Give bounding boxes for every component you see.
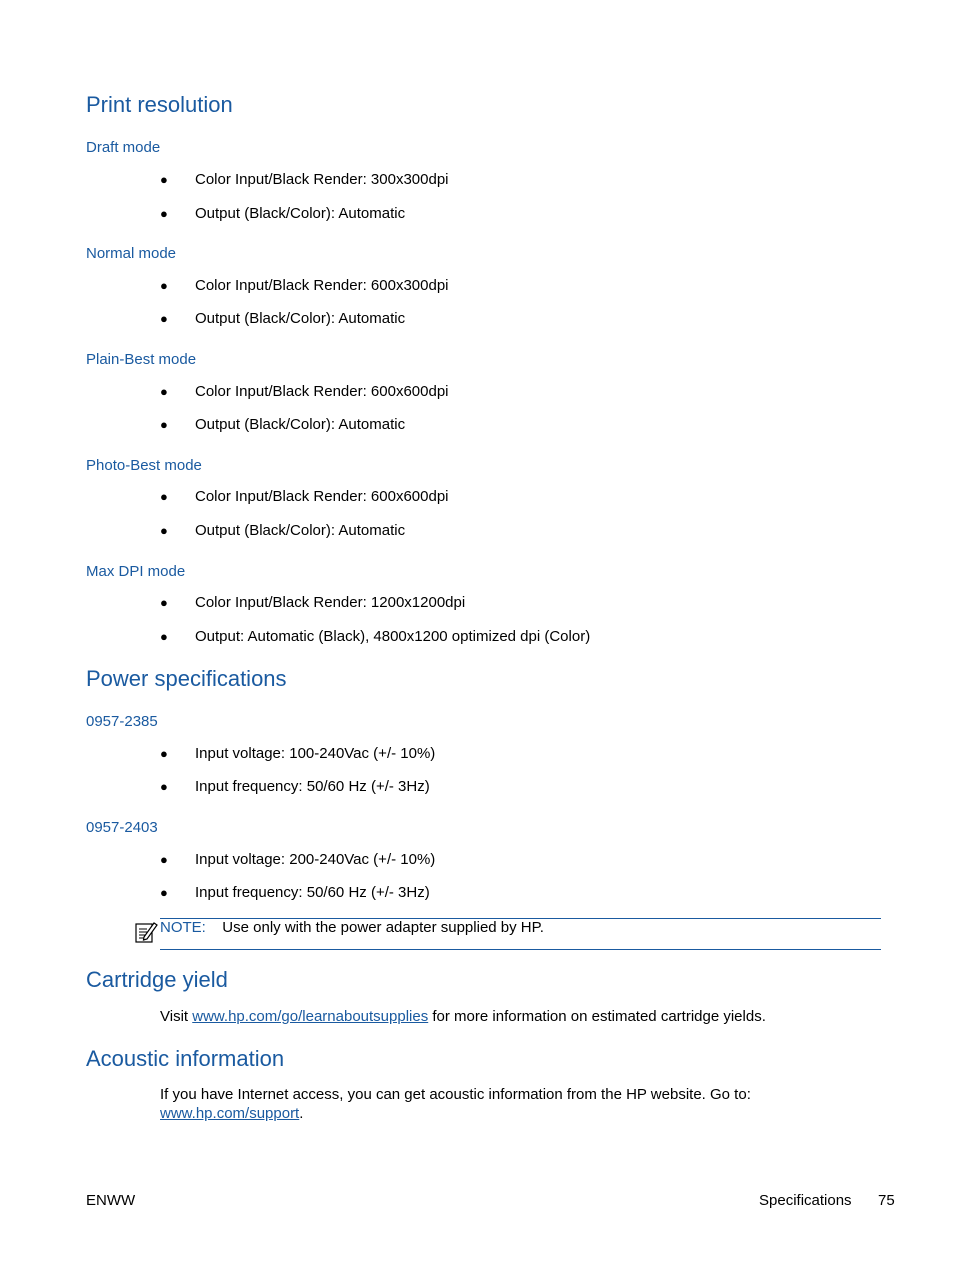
list-item: ● Color Input/Black Render: 600x300dpi: [160, 277, 449, 294]
note-pencil-icon: [134, 920, 158, 944]
cartridge-yield-title: Cartridge yield: [86, 967, 228, 992]
list-item: ● Color Input/Black Render: 300x300dpi: [160, 171, 449, 188]
bullet: ●: [160, 278, 168, 293]
model-2385-heading: 0957-2385: [86, 713, 158, 730]
bullet: ●: [160, 779, 168, 794]
power-specifications-title: Power specifications: [86, 666, 287, 691]
list-item: ● Output (Black/Color): Automatic: [160, 522, 406, 539]
draft-mode-heading: Draft mode: [86, 139, 161, 156]
page-number: 75: [878, 1192, 895, 1209]
bullet: ●: [160, 489, 168, 504]
photo-best-mode-heading: Photo-Best mode: [86, 457, 202, 474]
bullet: ●: [160, 311, 168, 326]
list-item: ● Output (Black/Color): Automatic: [160, 205, 406, 222]
normal-mode-heading: Normal mode: [86, 245, 177, 262]
note-text: Use only with the power adapter supplied by HP.: [222, 919, 544, 936]
bullet: ●: [160, 523, 168, 538]
footer-left: ENWW: [86, 1192, 136, 1209]
list-item: ● Input voltage: 200-240Vac (+/- 10%): [160, 851, 436, 868]
max-dpi-mode-heading: Max DPI mode: [86, 563, 186, 580]
list-item: ● Color Input/Black Render: 1200x1200dpi: [160, 594, 466, 611]
list-item: ● Output (Black/Color): Automatic: [160, 310, 406, 327]
bullet: ●: [160, 595, 168, 610]
acoustic-link-line: www.hp.com/support.: [160, 1105, 304, 1122]
note-bottom-rule: [160, 949, 881, 950]
model-2403-heading: 0957-2403: [86, 819, 158, 836]
bullet: ●: [160, 885, 168, 900]
acoustic-information-title: Acoustic information: [86, 1046, 285, 1071]
list-item: ● Input voltage: 100-240Vac (+/- 10%): [160, 745, 436, 762]
bullet: ●: [160, 417, 168, 432]
list-item: ● Input frequency: 50/60 Hz (+/- 3Hz): [160, 778, 430, 795]
footer-section: Specifications: [759, 1192, 852, 1209]
bullet: ●: [160, 172, 168, 187]
list-item: ● Output (Black/Color): Automatic: [160, 416, 406, 433]
note-label: NOTE:: [160, 919, 206, 936]
list-item: ● Output: Automatic (Black), 4800x1200 optimized dpi (Color): [160, 628, 591, 645]
list-item: ● Input frequency: 50/60 Hz (+/- 3Hz): [160, 884, 430, 901]
list-item: ● Color Input/Black Render: 600x600dpi: [160, 488, 449, 505]
bullet: ●: [160, 629, 168, 644]
supplies-link[interactable]: www.hp.com/go/learnaboutsupplies: [192, 1008, 429, 1025]
bullet: ●: [160, 746, 168, 761]
bullet: ●: [160, 852, 168, 867]
bullet: ●: [160, 206, 168, 221]
cartridge-yield-paragraph: Visit www.hp.com/go/learnaboutsupplies for more information on estimated cartridge yields.: [160, 1008, 766, 1025]
plain-best-mode-heading: Plain-Best mode: [86, 351, 197, 368]
bullet: ●: [160, 384, 168, 399]
note: [160, 919, 544, 937]
print-resolution-title: Print resolution: [86, 92, 233, 117]
list-item: ● Color Input/Black Render: 600x600dpi: [160, 383, 449, 400]
support-link[interactable]: www.hp.com/support: [160, 1105, 300, 1122]
acoustic-paragraph: If you have Internet access, you can get acoustic information from the HP website. Go to:: [160, 1086, 751, 1103]
